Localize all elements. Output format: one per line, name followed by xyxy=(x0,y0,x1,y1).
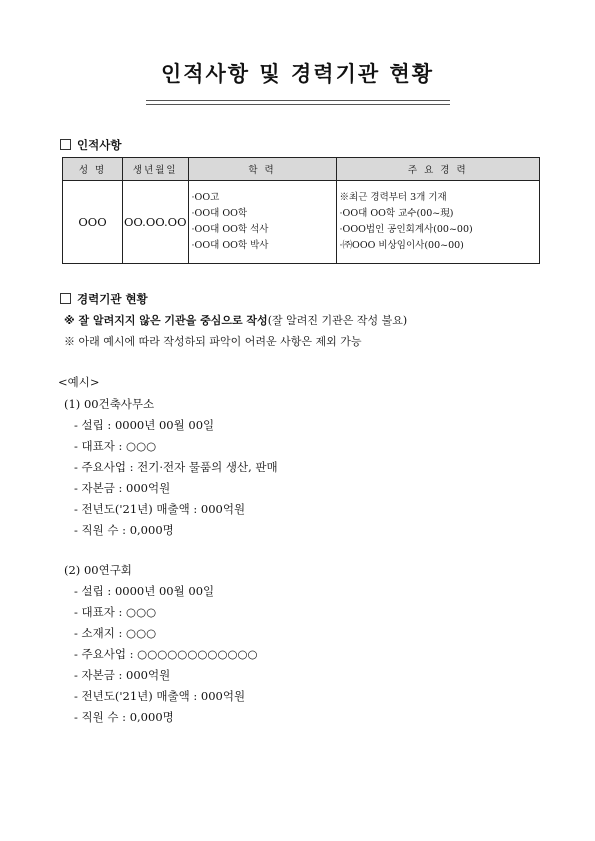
education-line: ·OO대 OO학 석사 xyxy=(191,224,269,235)
column-header-education: 학 력 xyxy=(188,158,336,181)
career-line: ·OOO법인 공인회계사(00~00) xyxy=(339,224,473,235)
column-header-career: 주 요 경 력 xyxy=(336,158,539,181)
cell-career xyxy=(336,181,539,264)
column-header-birth: 생년월일 xyxy=(123,158,189,181)
table-header-row xyxy=(63,158,540,181)
list-item: - 자본금 : 000억원 xyxy=(74,481,171,495)
career-line: ·㈜OOO 비상임이사(00~00) xyxy=(339,240,464,251)
page-title: 인적사항 및 경력기관 현황 xyxy=(160,62,435,86)
section-heading-institution xyxy=(60,291,148,307)
career-line: ·OO대 OO학 교수(00~現) xyxy=(339,208,454,219)
note-rest: (잘 알려진 기관은 작성 불요) xyxy=(267,314,408,327)
list-item: - 대표자 : ○○○ xyxy=(74,605,157,619)
note-line-2: ※ 아래 예시에 따라 작성하되 파악이 어려운 사항은 제외 가능 xyxy=(64,335,362,348)
square-bullet-icon xyxy=(60,293,71,304)
list-item: - 직원 수 : 0,000명 xyxy=(74,710,174,724)
column-header-name: 성 명 xyxy=(63,158,123,181)
cell-education xyxy=(188,181,336,264)
cell-birth: OO.OO.OO xyxy=(123,181,189,264)
example-1-title: (1) 00건축사무소 xyxy=(64,397,155,411)
section-heading-text: 경력기관 현황 xyxy=(77,292,148,306)
education-line: ·OO고 xyxy=(191,192,220,203)
education-line: ·OO대 OO학 xyxy=(191,208,248,219)
list-item: - 자본금 : 000억원 xyxy=(74,668,171,682)
example-label: <예시> xyxy=(58,375,100,389)
section-heading-personal xyxy=(60,137,121,153)
square-bullet-icon xyxy=(60,139,71,150)
list-item: - 설립 : 0000년 00월 00일 xyxy=(74,584,215,598)
list-item: - 주요사업 : 전기·전자 물품의 생산, 판매 xyxy=(74,460,278,474)
note-line-1 xyxy=(64,312,407,328)
list-item: - 대표자 : ○○○ xyxy=(74,439,157,453)
list-item: - 설립 : 0000년 00월 00일 xyxy=(74,418,215,432)
note-emphasis: ※ 잘 알려지지 않은 기관을 중심으로 작성 xyxy=(64,314,268,327)
title-underline xyxy=(146,100,450,105)
career-line: ※최근 경력부터 3개 기재 xyxy=(339,192,447,203)
education-line: ·OO대 OO학 박사 xyxy=(191,240,269,251)
list-item: - 주요사업 : ○○○○○○○○○○○○ xyxy=(74,647,258,661)
list-item: - 직원 수 : 0,000명 xyxy=(74,523,174,537)
example-2-title: (2) 00연구회 xyxy=(64,563,132,577)
section-heading-text: 인적사항 xyxy=(77,138,122,152)
list-item: - 소재지 : ○○○ xyxy=(74,626,157,640)
list-item: - 전년도('21년) 매출액 : 000억원 xyxy=(74,502,246,516)
personal-info-table xyxy=(62,157,540,264)
list-item: - 전년도('21년) 매출액 : 000억원 xyxy=(74,689,246,703)
cell-name: OOO xyxy=(63,181,123,264)
table-row xyxy=(63,181,540,264)
